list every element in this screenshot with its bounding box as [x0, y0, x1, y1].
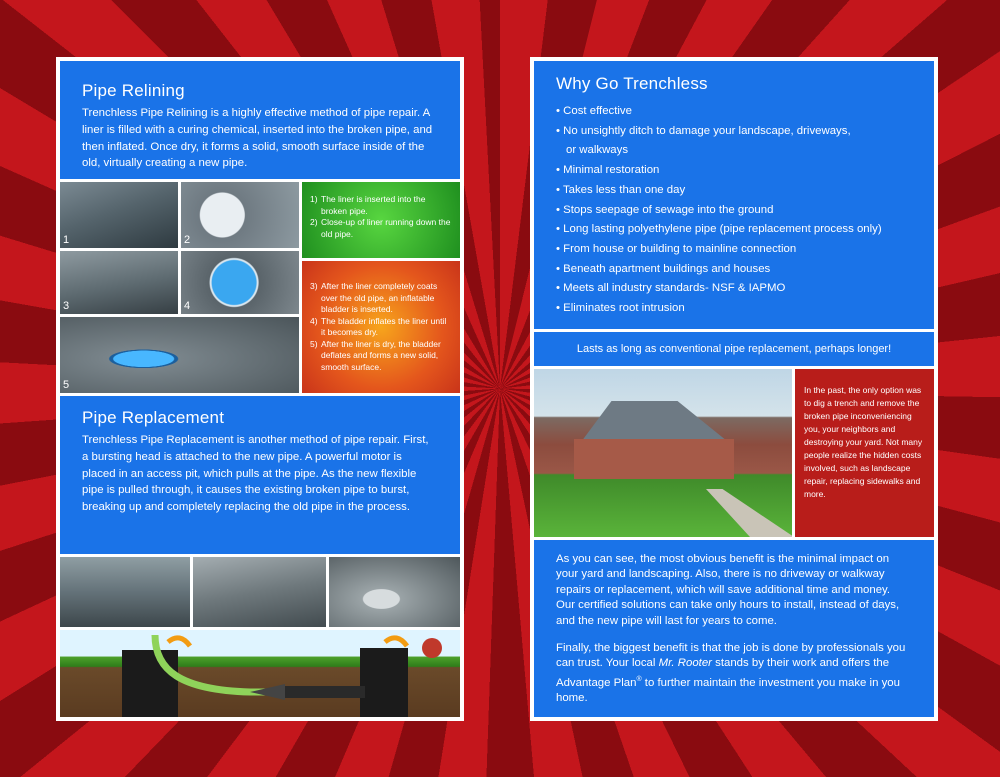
step-item	[310, 281, 452, 316]
pipe-replacement-text: Trenchless Pipe Replacement is another method of pipe repair. First, a bursting head is attached to the new pipe. A powerful motor is placed in an access pit, which pulls at the pipe. As the new flexible pipe is pulled through, it causes the existing broken pipe to burst, breaking up and completely replacing the old pipe in the process.	[82, 434, 429, 514]
house-body	[574, 439, 734, 479]
step-text: After the liner is dry, the bladder deflates and forms a new solid, smooth surface.	[321, 338, 441, 372]
photo-number-1: 1	[63, 234, 70, 246]
photo-number-5: 5	[63, 379, 70, 391]
steps-green-box	[302, 182, 460, 258]
brand-name: Mr. Rooter	[658, 657, 712, 670]
diagram-illustration	[60, 630, 460, 717]
longevity-banner: Lasts as long as conventional pipe replacement, perhaps longer!	[534, 332, 934, 366]
step-number: 2)	[310, 217, 318, 227]
house-photo	[534, 369, 792, 537]
arrow-icon	[385, 638, 407, 646]
pipe-relining-title: Pipe Relining	[82, 81, 185, 100]
step-number: 5)	[310, 338, 318, 349]
list-item: or walkways	[566, 144, 629, 157]
list-item: • Minimal restoration	[556, 164, 660, 177]
list-item: • Eliminates root intrusion	[556, 302, 685, 315]
house-walkway	[684, 489, 792, 537]
list-item: • Stops seepage of sewage into the ground	[556, 203, 774, 216]
benefit-panel	[534, 540, 934, 717]
step-item	[310, 316, 452, 339]
photo-pipe-pull	[193, 557, 326, 627]
photo-liner-closeup	[181, 182, 299, 248]
benefit-paragraph-1: As you can see, the most obvious benefit is the minimal impact on your yard and landscaping. Also, there is no driveway or walkway repairs or replacement, which will save additional time and money. Our certified solutions can take only hours to install, instead of days, and the new pipe will last for years to come.	[556, 553, 900, 627]
list-item: • Long lasting polyethylene pipe (pipe replacement process only)	[556, 223, 882, 236]
photo-number-4: 4	[184, 300, 191, 312]
photo-bursting-head	[329, 557, 460, 627]
old-pipe-shape	[285, 686, 365, 698]
pipe-bursting-diagram	[60, 630, 460, 717]
pipe-relining-text: Trenchless Pipe Relining is a highly effective method of pipe repair. A liner is filled with a curing chemical, inserted into the broken pipe, and then inflated. Once dry, it forms a solid, smooth surface inside of the old, virtually creating a new pipe.	[82, 107, 433, 170]
step-text: After the liner completely coats over the old pipe, an inflatable bladder is inserted.	[321, 281, 438, 314]
photo-liner-insert	[60, 182, 178, 248]
entry-pit	[122, 650, 178, 717]
exit-pit	[360, 648, 408, 717]
arrow-icon	[168, 638, 190, 646]
step-number: 4)	[310, 315, 318, 326]
pipe-relining-panel	[60, 61, 460, 179]
right-page	[530, 57, 938, 721]
step-item	[310, 194, 452, 217]
photo-bladder-insert	[60, 251, 178, 314]
step-text: Close-up of liner running down the old pipe.	[321, 217, 451, 239]
benefits-list	[556, 102, 912, 319]
step-text: The liner is inserted into the broken pipe.	[321, 194, 426, 216]
step-number: 1)	[310, 194, 318, 204]
step-number: 3)	[310, 281, 318, 291]
why-trenchless-title: Why Go Trenchless	[556, 74, 708, 93]
why-trenchless-panel	[534, 61, 934, 329]
past-method-box: In the past, the only option was to dig a trench and remove the broken pipe inconveniencing you, your neighbors and destroying your yard. Not many people realize the hidden costs involved, such as landscape repair, replacing sidewalks and more.	[795, 369, 934, 537]
benefit-text: stands by their work and offers the Advantage Plan	[556, 657, 890, 689]
benefit-text: Finally, the biggest benefit is that the job is done by professionals you can trust. Your local	[556, 642, 906, 670]
photo-bladder-inflated	[181, 251, 299, 314]
step-text: The bladder inflates the liner until it becomes dry.	[321, 315, 447, 337]
list-item: • Beneath apartment buildings and houses	[556, 262, 771, 275]
left-page	[56, 57, 464, 721]
list-item: • Meets all industry standards- NSF & IAPMO	[556, 282, 786, 295]
photo-new-pipe	[60, 317, 299, 393]
step-item	[310, 217, 452, 240]
list-item: • No unsightly ditch to damage your landscape, driveways,	[556, 124, 851, 137]
house-roof	[562, 401, 727, 441]
list-item: • Takes less than one day	[556, 183, 686, 196]
list-item: • From house or building to mainline connection	[556, 242, 797, 255]
photo-access-pit	[60, 557, 190, 627]
benefit-paragraph-2	[556, 641, 912, 706]
registered-mark: ®	[636, 675, 642, 683]
motor-icon	[422, 638, 442, 658]
pipe-replacement-panel	[60, 396, 460, 554]
benefit-text: to further maintain the investment you make in you home.	[556, 676, 900, 705]
list-item: • Cost effective	[556, 105, 632, 117]
step-item	[310, 339, 452, 374]
pipe-replacement-title: Pipe Replacement	[82, 408, 225, 427]
photo-number-2: 2	[184, 234, 191, 246]
photo-number-3: 3	[63, 300, 70, 312]
steps-orange-box	[302, 261, 460, 393]
bursting-head-shape	[250, 684, 285, 700]
